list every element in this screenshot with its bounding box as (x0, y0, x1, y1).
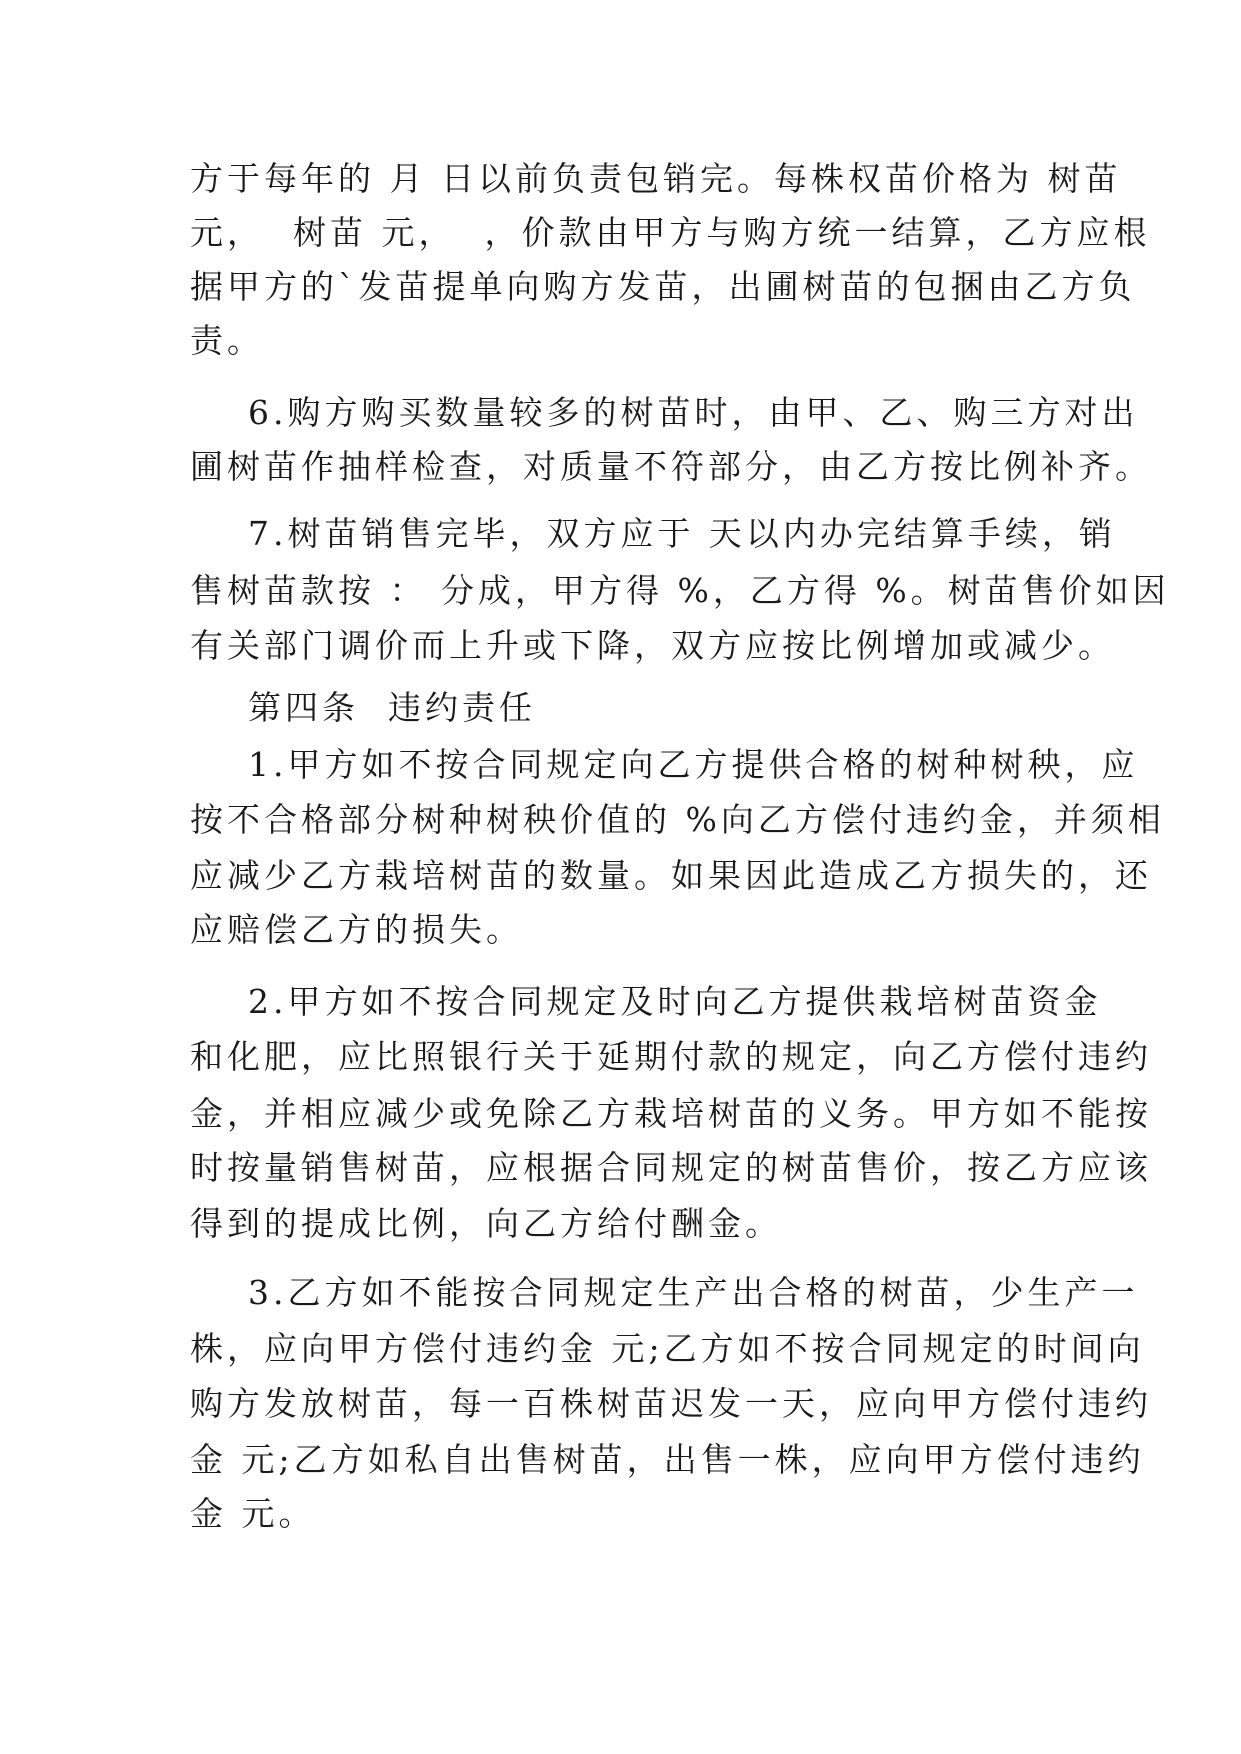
text-line: 株，应向甲方偿付违约金 元;乙方如不按合同规定的时间向 (190, 1329, 1145, 1368)
text-line: 6.购方购买数量较多的树苗时，由甲、乙、购三方对出 (190, 393, 1139, 432)
text-line: 按不合格部分树种树秧价值的 %向乙方偿付违约金，并须相 (190, 800, 1165, 839)
text-line: 应减少乙方栽培树苗的数量。如果因此造成乙方损失的，还 (190, 856, 1152, 895)
section-heading: 第四条 违约责任 (190, 688, 536, 727)
text-line: 得到的提成比例，向乙方给付酬金。 (190, 1204, 782, 1243)
text-line: 3.乙方如不能按合同规定生产出合格的树苗，少生产一 (190, 1273, 1139, 1312)
text-line: 2.甲方如不按合同规定及时向乙方提供栽培树苗资金 (190, 982, 1102, 1021)
text-line: 责。 (190, 321, 264, 360)
text-line: 元， 树苗 元， ，价款由甲方与购方统一结算，乙方应根 (190, 213, 1151, 252)
text-line: 时按量销售树苗，应根据合同规定的树苗售价，按乙方应该 (190, 1148, 1152, 1187)
text-line: 有关部门调价而上升或下降，双方应按比例增加或减少。 (190, 626, 1115, 665)
text-line: 金，并相应减少或免除乙方栽培树苗的义务。甲方如不能按 (190, 1094, 1152, 1133)
text-line: 据甲方的`发苗提单向购方发苗，出圃树苗的包捆由乙方负 (190, 267, 1136, 306)
text-line: 7.树苗销售完毕，双方应于 天以内办完结算手续，销 (190, 514, 1116, 553)
text-line: 应赔偿乙方的损失。 (190, 910, 523, 949)
text-line: 和化肥，应比照银行关于延期付款的规定，向乙方偿付违约 (190, 1037, 1152, 1076)
text-line: 1.甲方如不按合同规定向乙方提供合格的树种树秧，应 (190, 745, 1139, 784)
text-line: 售树苗款按 ： 分成，甲方得 %，乙方得 %。树苗售价如因 (190, 571, 1170, 610)
text-line: 购方发放树苗，每一百株树苗迟发一天，应向甲方偿付违约 (190, 1384, 1152, 1423)
text-line: 方于每年的 月 日以前负责包销完。每株权苗价格为 树苗 (190, 159, 1122, 198)
text-line: 圃树苗作抽样检查，对质量不符部分，由乙方按比例补齐。 (190, 447, 1152, 486)
text-line: 金 元;乙方如私自出售树苗，出售一株，应向甲方偿付违约 (190, 1440, 1145, 1479)
text-line: 金 元。 (190, 1494, 316, 1533)
